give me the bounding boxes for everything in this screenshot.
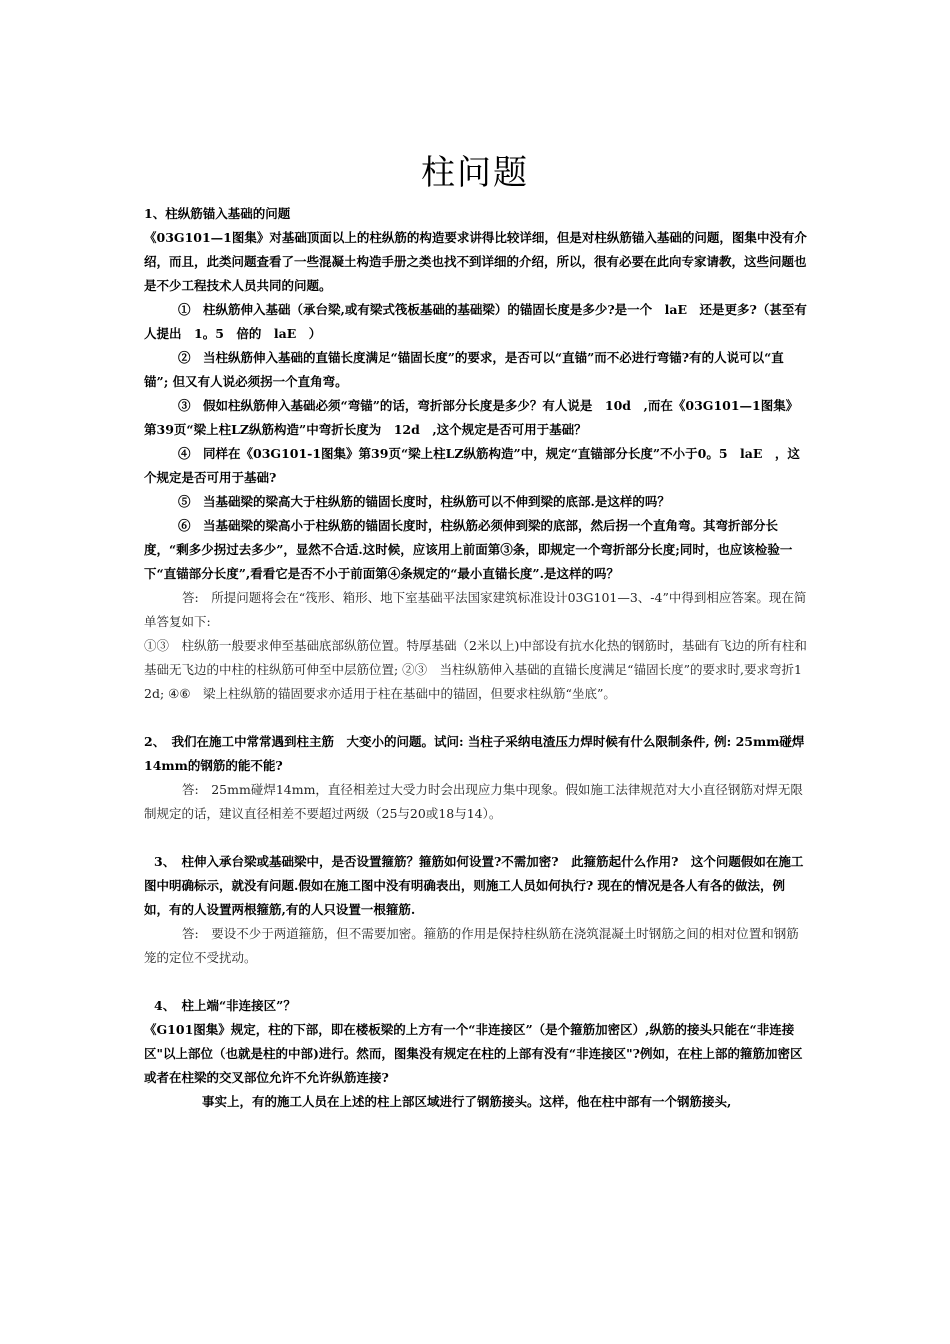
section-1-question-1: ① 柱纵筋伸入基础（承台梁,或有梁式筏板基础的基础梁）的锚固长度是多少?是一个 laE 还是更多?（甚至有人提出 1。5 倍的 laE ） <box>144 302 807 341</box>
section-1-question-4: ④ 同样在《03G101-1图集》第39页“梁上柱LZ纵筋构造”中，规定“直锚部分长度”不小于0。5 laE ，这个规定是否可用于基础? <box>144 446 800 485</box>
section-1-intro: 《03G101—1图集》对基础顶面以上的柱纵筋的构造要求讲得比较详细，但是对柱纵筋锚入基础的问题，图集中没有介绍，而且，此类问题查看了一些混凝土构造手册之类也找不到详细的介绍，所以，很有必要在此向专家请教，这些问题也是不少工程技术人员共同的问题。 <box>144 230 807 293</box>
section-3-question: 3、 柱伸入承台梁或基础梁中，是否设置箍筋？箍筋如何设置?不需加密? 此箍筋起什么作用? 这个问题假如在施工图中明确标示，就没有问题.假如在施工图中没有明确表出，则施工人员如何执行? 现在的情况是各人有各的做法，例如，有的人设置两根箍筋,有的人只设置一根箍筋. <box>144 854 804 917</box>
section-2-answer: 答: 25mm碰焊14mm，直径相差过大受力时会出现应力集中现象。假如施工法律规范对大小直径钢筋对焊无限制规定的话，建议直径相差不要超过两级（25与20或18与14）。 <box>144 782 803 821</box>
section-1-question-6: ⑥ 当基础梁的梁高小于柱纵筋的锚固长度时，柱纵筋必须伸到梁的底部，然后拐一个直角弯。其弯折部分长度，“剩多少拐过去多少”，显然不合适.这时候，应该用上前面第③条，即规定一个弯折部分长度;同时，也应该检验一下“直锚部分长度”,看看它是否不小于前面第④条规定的“最小直锚长度”.是这样的吗？ <box>144 518 793 581</box>
section-1-heading: 1、柱纵筋锚入基础的问题 <box>144 206 291 221</box>
section-4-body: 《G101图集》规定，柱的下部，即在楼板梁的上方有一个“非连接区”（是个箍筋加密区）,纵筋的接头只能在“非连接区"以上部位（也就是柱的中部)进行。然而，图集没有规定在柱的上部有没有“非连接区"?例如，在柱上部的箍筋加密区或者在柱梁的交叉部位允许不允许纵筋连接? <box>144 1022 803 1085</box>
section-1-answer-body: ①③ 柱纵筋一般要求伸至基础底部纵筋位置。特厚基础（2米以上)中部设有抗水化热的钢筋时，基础有飞边的所有柱和基础无飞边的中柱的柱纵筋可伸至中层筋位置; ②③ 当柱纵筋伸入基础的直锚长度满足“锚固长度”的要求时,要求弯折12d; ④⑥ 梁上柱纵筋的锚固要求亦适用于柱在基础中的锚固，但要求柱纵筋“坐底”。 <box>144 638 807 701</box>
section-4-followup: 事实上，有的施工人员在上述的柱上部区域进行了钢筋接头。这样，他在柱中部有一个钢筋接头, <box>202 1094 732 1109</box>
section-1-question-2: ② 当柱纵筋伸入基础的直锚长度满足“锚固长度”的要求，是否可以“直锚”而不必进行弯锚?有的人说可以“直锚”; 但又有人说必须拐一个直角弯。 <box>144 350 784 389</box>
page-title: 柱问题 <box>421 152 529 193</box>
document-body <box>144 202 808 1114</box>
spacer <box>144 826 808 850</box>
section-1-question-3: ③ 假如柱纵筋伸入基础必须“弯锚”的话，弯折部分长度是多少？有人说是 10d ,而在《03G101—1图集》第39页“梁上柱LZ纵筋构造”中弯折长度为 12d ,这个规定是否可用于基础？ <box>144 398 799 437</box>
section-1-answer-intro: 答: 所提问题将会在“筏形、箱形、地下室基础平法国家建筑标准设计03G101—3、-4”中得到相应答案。现在简单答复如下: <box>144 590 807 629</box>
section-3-answer: 答: 要设不少于两道箍筋，但不需要加密。箍筋的作用是保持柱纵筋在浇筑混凝土时钢筋之间的相对位置和钢筋笼的定位不受扰动。 <box>144 926 799 965</box>
spacer <box>144 706 808 730</box>
section-2-question: 2、 我们在施工中常常遇到柱主筋 大变小的问题。试问: 当柱子采纳电渣压力焊时候有什么限制条件, 例: 25mm碰焊14mm的钢筋的能不能? <box>144 734 805 773</box>
spacer <box>144 970 808 994</box>
section-1-question-5: ⑤ 当基础梁的梁高大于柱纵筋的锚固长度时，柱纵筋可以不伸到梁的底部.是这样的吗？ <box>178 494 670 509</box>
section-4-heading: 4、 柱上端“非连接区”？ <box>154 998 296 1013</box>
